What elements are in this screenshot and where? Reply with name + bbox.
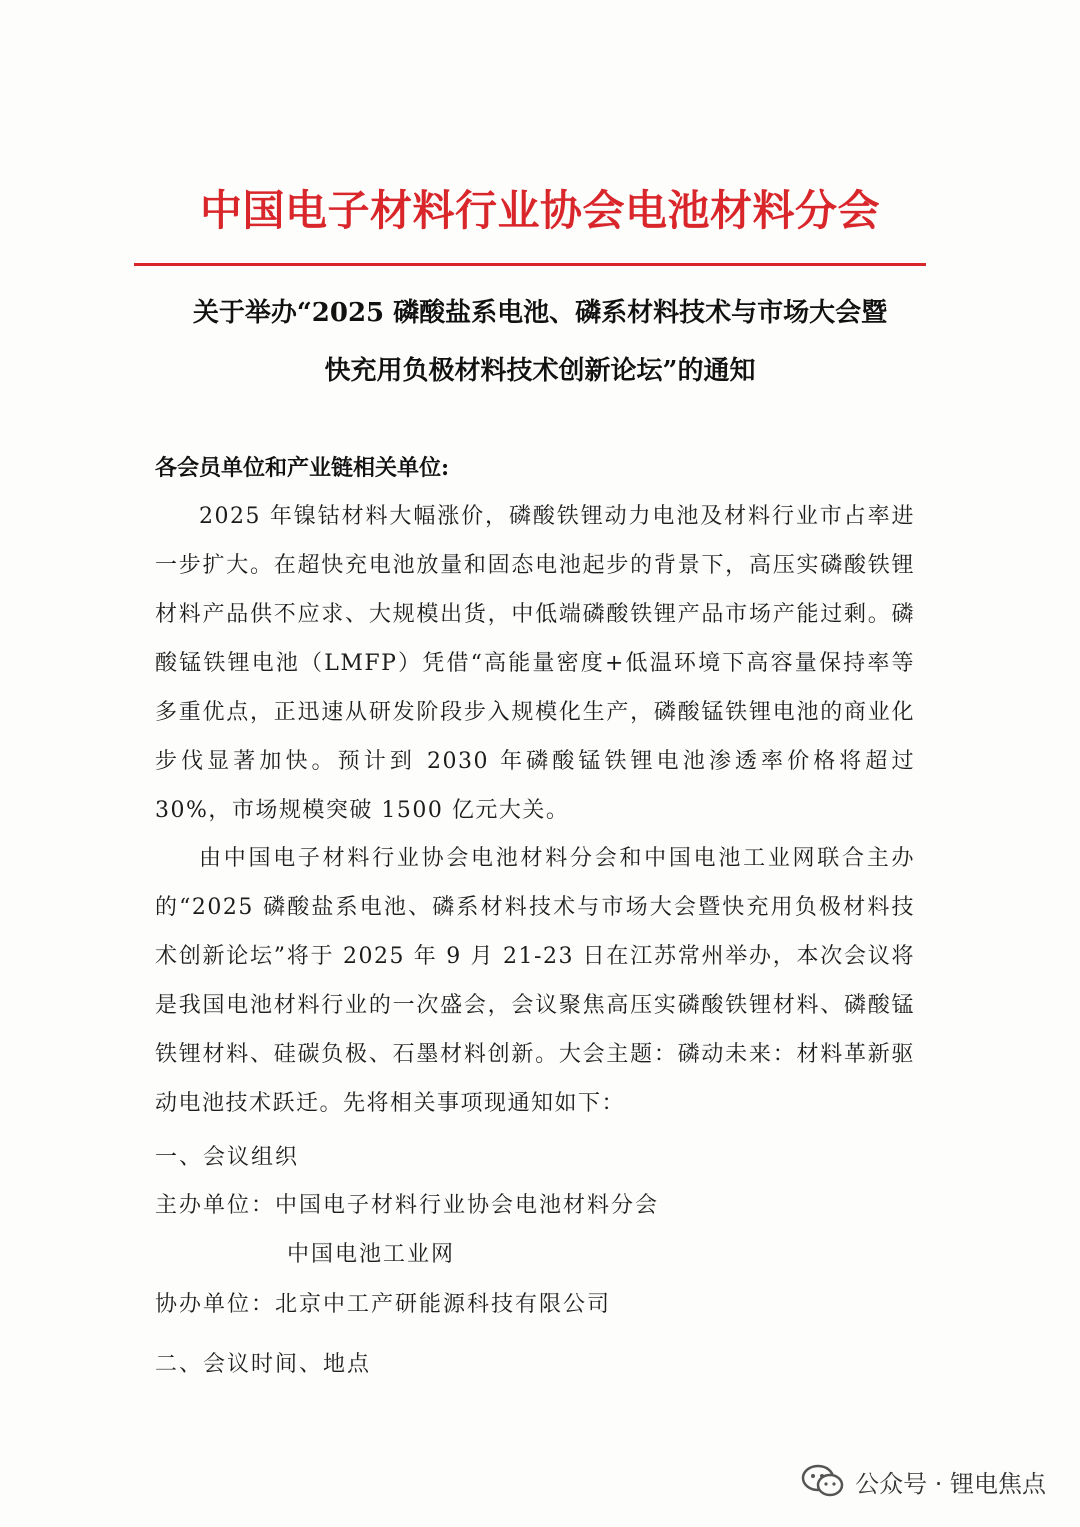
salutation: 各会员单位和产业链相关单位: — [155, 455, 450, 481]
host-org-1: 中国电子材料行业协会电池材料分会 — [275, 1193, 660, 1218]
co-organizer-label: 协办单位： — [155, 1292, 276, 1317]
notice-title-line-1: 关于举办“2025 磷酸盐系电池、磷系材料技术与市场大会暨 — [192, 298, 888, 328]
host-label: 主办单位： — [155, 1193, 276, 1218]
watermark-text: 公众号 · 锂电焦点 — [855, 1469, 1046, 1498]
letterhead-red-rule — [134, 263, 926, 266]
section-heading-organization: 一、会议组织 — [155, 1145, 300, 1170]
host-row-1 — [155, 1188, 659, 1219]
body-paragraph-2: 由中国电子材料行业协会电池材料分会和中国电池工业网联合主办的“2025 磷酸盐系电池、磷系材料技术与市场大会暨快充用负极材料技术创新论坛”将于 2025 年 9 月 21-23 日在江苏常州举办，本次会议将是我国电池材料行业的一次盛会，会议聚焦高压实磷酸铁锂材料、磷酸锰铁锂材料、硅碳负极、石墨材料创新。大会主题：磷动未来：材料革新驱动电池技术跃迁。先将相关事项现通知如下： — [155, 846, 915, 1116]
co-organizer-org: 北京中工产研能源科技有限公司 — [275, 1292, 612, 1317]
host-org-2: 中国电池工业网 — [287, 1242, 456, 1267]
section-heading-time-place: 二、会议时间、地点 — [155, 1352, 372, 1377]
wechat-watermark — [801, 1463, 1046, 1499]
body-paragraph-1: 2025 年镍钴材料大幅涨价，磷酸铁锂动力电池及材料行业市占率进一步扩大。在超快充电池放量和固态电池起步的背景下，高压实磷酸铁锂材料产品供不应求、大规模出货，中低端磷酸铁锂产品市场产能过剩。磷酸锰铁锂电池（LMFP）凭借“高能量密度+低温环境下高容量保持率等多重优点，正迅速从研发阶段步入规模化生产，磷酸锰铁锂电池的商业化步伐显著加快。预计到 2030 年磷酸锰铁锂电池渗透率价格将超过 30%，市场规模突破 1500 亿元大关。 — [155, 504, 915, 823]
notice-title-line-2: 快充用负极材料技术创新论坛”的通知 — [324, 356, 756, 386]
host-row-2 — [287, 1237, 455, 1268]
wechat-icon — [801, 1463, 845, 1499]
co-organizer-row — [155, 1287, 611, 1318]
org-letterhead: 中国电子材料行业协会电池材料分会 — [199, 186, 880, 235]
